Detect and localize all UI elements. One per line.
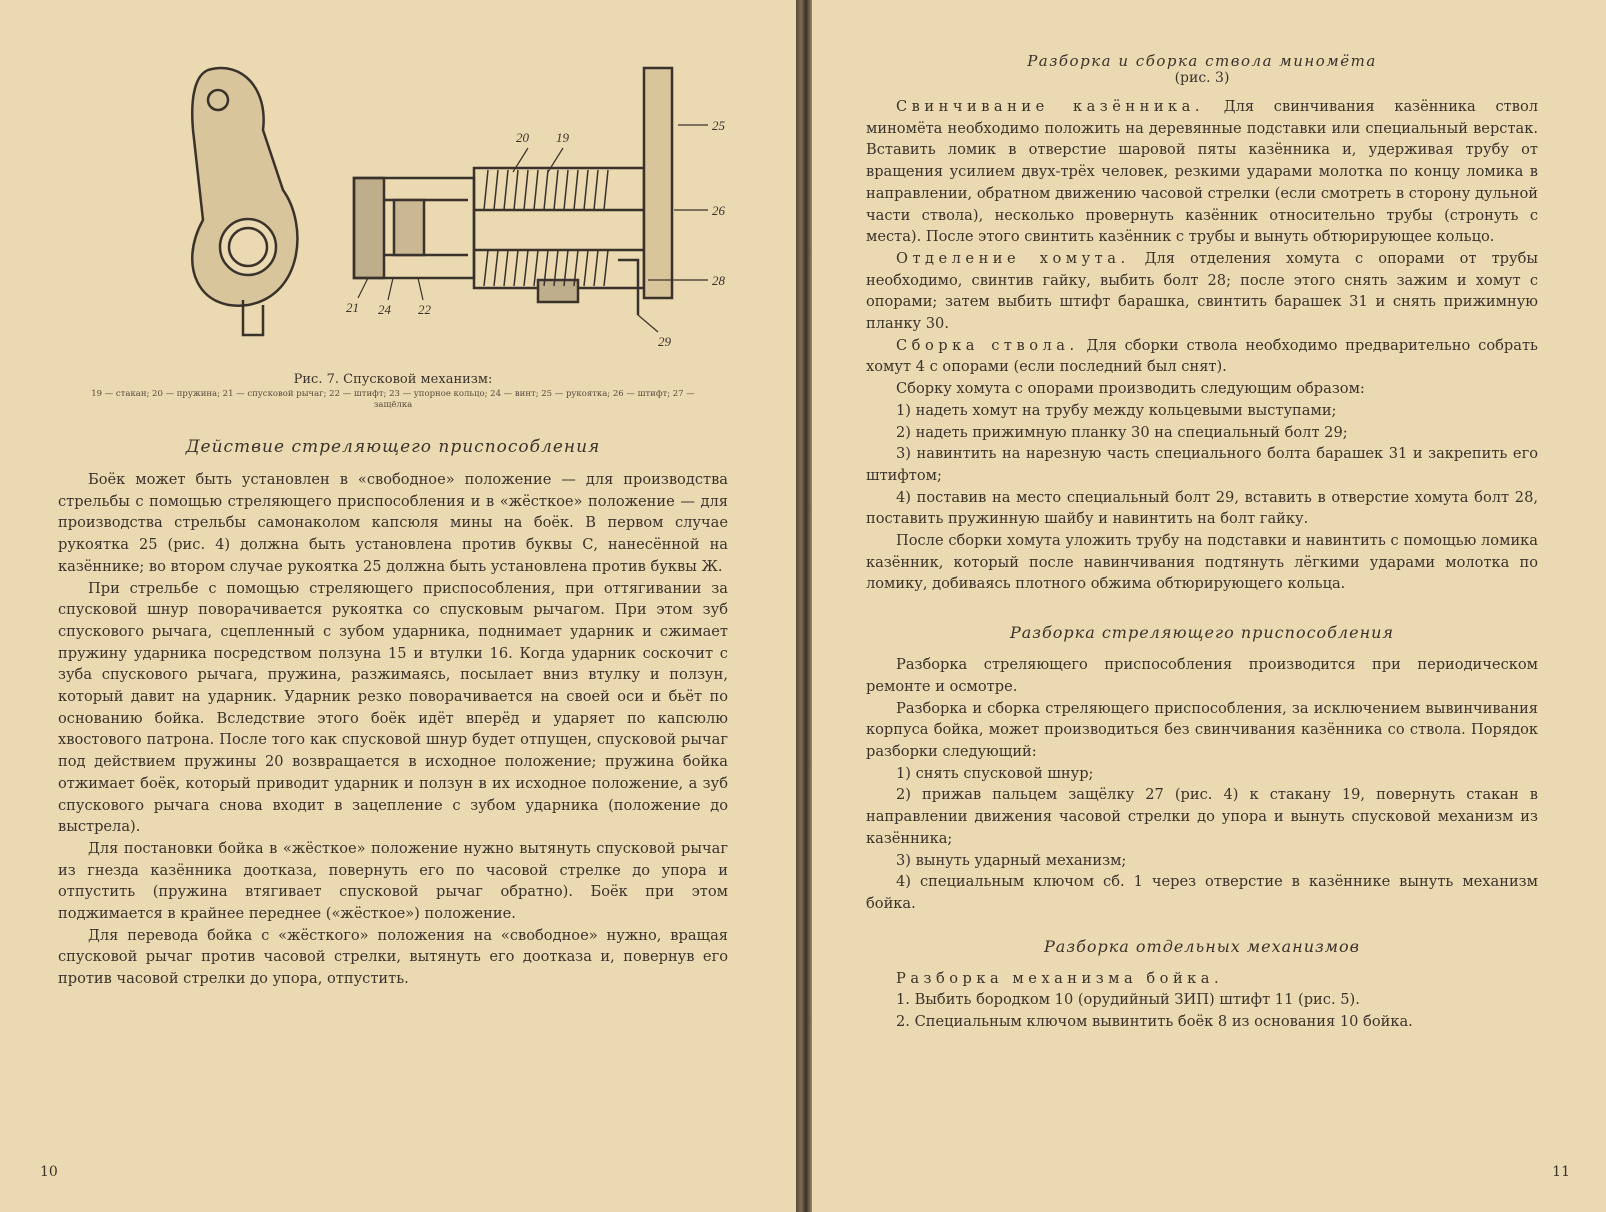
trigger-mechanism-figure	[58, 0, 728, 372]
assembly-intro: Сборку хомута с опорами производить следующим образом:	[896, 380, 1365, 398]
page-number-left: 10	[40, 1164, 58, 1180]
figure-legend: 19 — стакан; 20 — пружина; 21 — спусковой рычаг; 22 — штифт; 23 — упорное кольцо; 24 — винт; 25 — рукоятка; 26 — штифт; 27 — защёлка	[91, 389, 695, 410]
list-item: 2) надеть прижимную планку 30 на специальный болт 29;	[896, 423, 1348, 441]
paragraph-barrel-assembly	[866, 335, 1538, 378]
paragraph-lead: Свинчивание казённика.	[896, 98, 1205, 115]
callout-22: 22	[418, 302, 431, 317]
paragraph-clamp-separation	[866, 248, 1538, 335]
callout-29: 29	[658, 334, 671, 349]
figure-reference: (рис. 3)	[1174, 70, 1230, 86]
list-item: 2) прижав пальцем защёлку 27 (рис. 4) к стакану 19, повернуть стакан в направлении движения часовой стрелки до упора и вынуть спусковой механизм из казённика;	[866, 786, 1538, 847]
callout-25: 25	[712, 118, 725, 133]
list-item: 2. Специальным ключом вывинтить боёк 8 из основания 10 бойка.	[896, 1013, 1413, 1031]
section-title-mechanisms-disassembly: Разборка отдельных механизмов	[1044, 936, 1360, 956]
paragraph-text: Для сборки ствола необходимо предварительно собрать хомут 4 с опорами (если последний был снят).	[866, 336, 1538, 376]
list-item: 4) специальным ключом сб. 1 через отверстие в казённике вынуть механизм бойка.	[866, 873, 1538, 912]
list-item: 4) поставив на место специальный болт 29, вставить в отверстие хомута болт 28, поставить пружинную шайбу и навинтить на болт гайку.	[866, 488, 1538, 528]
paragraph: Для перевода бойка с «жёсткого» положения на «свободное» нужно, вращая спусковой рычаг против часовой стрелки, вытянуть его доотказа и, повернув его против часовой стрелки до упора, отпустить.	[58, 926, 728, 988]
left-page	[0, 0, 798, 1212]
figure-caption: Рис. 7. Спусковой механизм:	[293, 372, 493, 387]
paragraph-lead: Сборка ствола.	[896, 336, 1079, 354]
section-title-firing-device-disassembly: Разборка стреляющего приспособления	[1009, 623, 1395, 643]
list-item: 1) надеть хомут на трубу между кольцевыми выступами;	[896, 401, 1337, 419]
section-title-firing-device: Действие стреляющего приспособления	[185, 437, 601, 457]
callout-19: 19	[556, 130, 569, 145]
section-title-barrel: Разборка и сборка ствола миномёта	[1027, 52, 1377, 70]
paragraph-lead: Разборка механизма бойка.	[896, 969, 1224, 987]
assembly-steps	[866, 400, 1538, 530]
list-item: 3) навинтить на нарезную часть специального болта барашек 31 и закрепить его штифтом;	[866, 445, 1538, 484]
page-number-right: 11	[1552, 1164, 1570, 1180]
list-item: 1. Выбить бородком 10 (орудийный ЗИП) штифт 11 (рис. 5).	[896, 991, 1360, 1009]
callout-20: 20	[516, 130, 529, 145]
callout-26: 26	[712, 203, 725, 218]
paragraph-lead: Отделение хомута.	[896, 249, 1130, 267]
disassembly-steps	[866, 763, 1538, 915]
right-page	[812, 0, 1606, 1212]
paragraph: После сборки хомута уложить трубу на подставки и навинтить с помощью ломика казённик, который после навинчивания подтянуть лёгкими ударами молотка по ломику, добиваясь плотного обжима обтюрирующего кольца.	[866, 532, 1538, 593]
paragraph: Разборка стреляющего приспособления производится при периодическом ремонте и осмотре.	[866, 656, 1538, 695]
callout-24: 24	[378, 302, 391, 317]
paragraph: При стрельбе с помощью стреляющего приспособления, при оттягивании за спусковой шнур поворачивается рукоятка со спусковым рычагом. При этом зуб спускового рычага, сцепленный с зубом ударника, поднимает ударник и сжимает пружину ударника посредством ползуна 15 и втулки 16. Когда ударник соскочит с зуба спускового рычага, пружина, разжимаясь, посылает вниз втулку и ползун, который давит на ударник. Ударник резко поворачивается на своей оси и бьёт по основанию бойка. Вследствие этого боёк идёт вперёд и ударяет по капсюлю хвостового патрона. После того как спусковой шнур будет отпущен, спусковой рычаг под действием пружины 20 возвращается в исходное положение; пружина бойка отжимает боёк, который приводит ударник и ползун в их исходное положение, а зуб спускового рычага снова входит в зацепление с зубом ударника (положение до выстрела).	[58, 579, 728, 836]
paragraph-text: Для свинчивания казённика ствол миномёта необходимо положить на деревянные подставки или специальный верстак. Вставить ломик в отверстие шаровой пяты казённика и, удерживая трубу от вращения усилием двух-трёх человек, резкими ударами молотка по концу ломика в направлении, обратном движению часовой стрелки (если смотреть в сторону дульной части ствола), несколько провернуть казённик относительно трубы (стронуть с места). После этого свинтить казённик с трубы и вынуть обтюрирующее кольцо.	[866, 98, 1538, 246]
trigger-mechanism-drawing	[118, 50, 738, 350]
paragraph: Разборка и сборка стреляющего приспособления, за исключением вывинчивания корпуса бойка, может производиться без свинчивания казённика со ствола. Порядок разборки следующий:	[866, 699, 1538, 760]
paragraph-text: Для отделения хомута с опорами от трубы необходимо, свинтив гайку, выбить болт 28; после этого снять зажим и хомут с опорами; затем выбить штифт барашка, свинтить барашек 31 и снять прижимную планку 30.	[866, 249, 1538, 333]
callout-28: 28	[712, 273, 725, 288]
paragraph: Боёк может быть установлен в «свободное» положение — для производства стрельбы с помощью стреляющего приспособления и в «жёсткое» положение — для производства стрельбы самонаколом капсюля мины на боёк. В первом случае рукоятка 25 (рис. 4) должна быть установлена против буквы С, нанесённой на казённике; во втором случае рукоятка 25 должна быть установлена против буквы Ж.	[58, 471, 728, 575]
paragraph: Для постановки бойка в «жёсткое» положение нужно вытянуть спусковой рычаг из гнезда казённика доотказа, повернуть его по часовой стрелке до упора и отпустить (пружина втягивает спусковой рычаг обратно). Боёк при этом поджимается в крайнее переднее («жёсткое») положение.	[58, 839, 728, 923]
paragraph-breech-unscrewing	[866, 96, 1538, 248]
list-item: 1) снять спусковой шнур;	[896, 764, 1094, 782]
callout-21: 21	[346, 300, 359, 315]
list-item: 3) вынуть ударный механизм;	[896, 851, 1127, 869]
